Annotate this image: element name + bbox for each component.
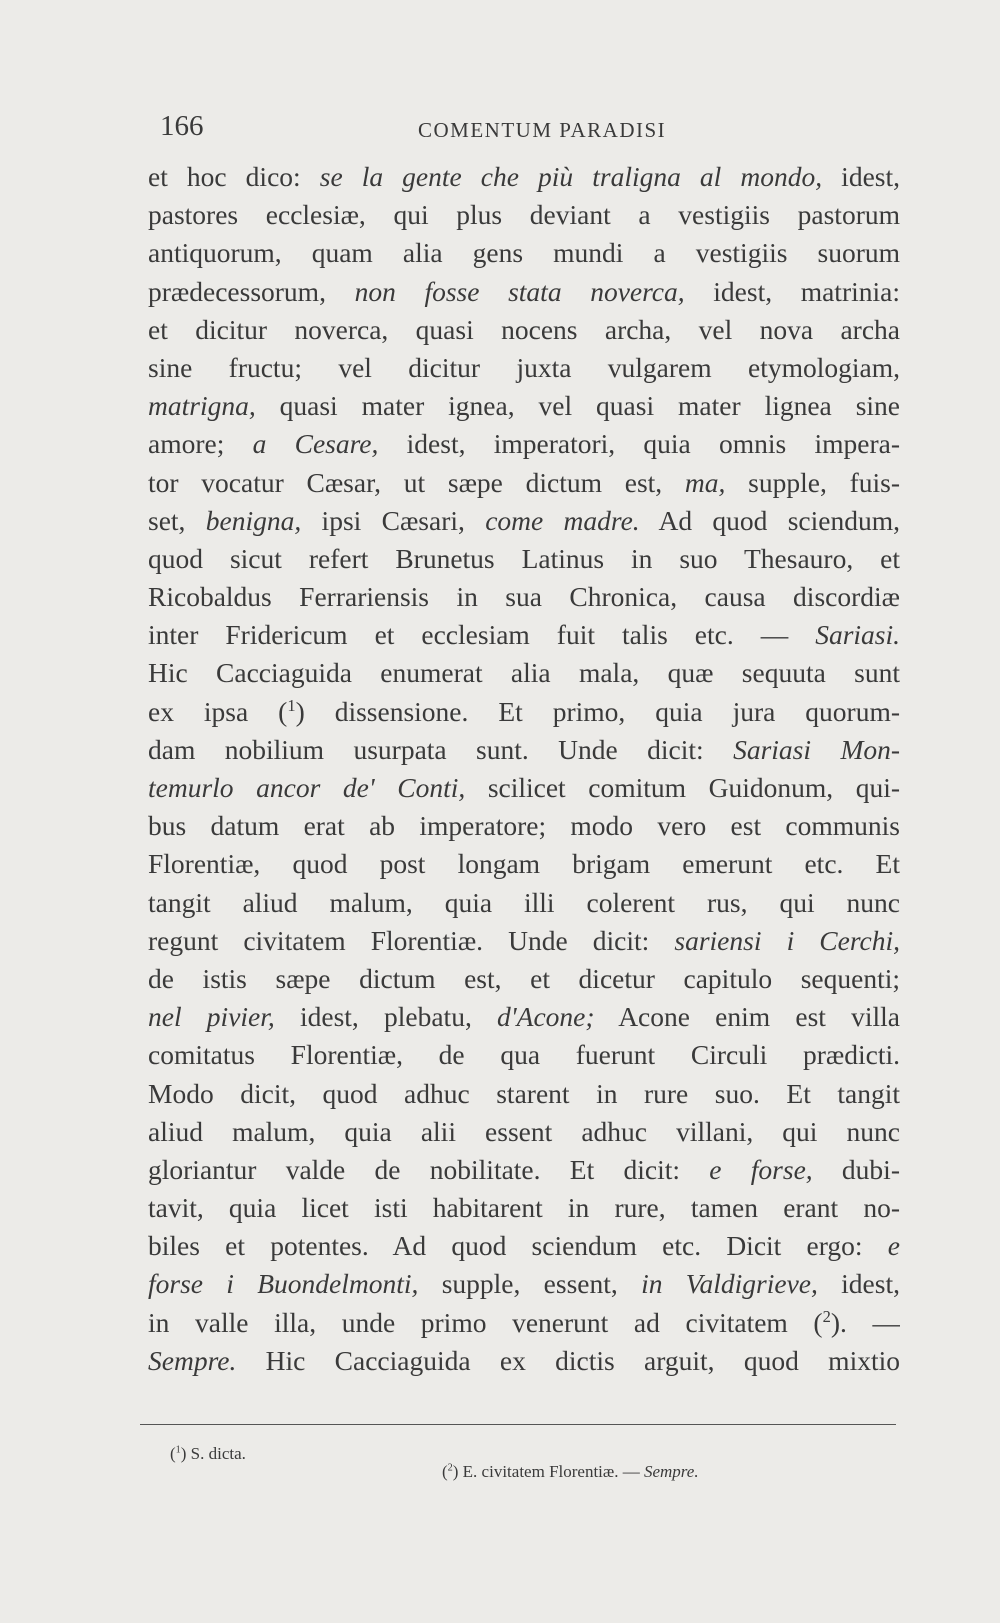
- text-segment: tor vocatur Cæsar, ut sæpe dictum est,: [148, 466, 685, 498]
- text-line: [148, 616, 900, 654]
- italic-quote: a Cesare,: [252, 428, 379, 460]
- text-line: [148, 1342, 900, 1380]
- text-segment: antiquorum, quam alia gens mundi a vestigiis suorum: [148, 237, 900, 269]
- text-segment: ) E. civitatem Florentiæ. —: [452, 1462, 644, 1481]
- text-segment: amore;: [148, 428, 253, 460]
- text-line: [148, 540, 900, 578]
- italic-quote: d'Acone;: [497, 1001, 595, 1033]
- text-segment: idest, plebatu,: [274, 1001, 498, 1033]
- text-segment: regunt civitatem Florentiæ. Unde dicit:: [148, 924, 675, 956]
- text-segment: dubi-: [812, 1153, 900, 1185]
- italic-quote: temurlo ancor de' Conti,: [148, 772, 466, 803]
- running-title: COMENTUM PARADISI: [418, 118, 667, 142]
- italic-quote: nel pivier,: [148, 1001, 275, 1033]
- text-line: [148, 578, 900, 616]
- text-segment: biles et potentes. Ad quod sciendum etc. Dicit ergo:: [148, 1230, 888, 1262]
- text-line: [148, 1151, 900, 1189]
- text-segment: (: [170, 1444, 176, 1463]
- footnote-marker: 1: [287, 695, 296, 715]
- text-segment: sine fructu; vel dicitur juxta vulgarem etymologiam,: [148, 351, 900, 383]
- text-segment: Hic Cacciaguida ex dictis arguit, quod mixtio: [236, 1344, 900, 1376]
- text-segment: aliud malum, quia alii essent adhuc villani, qui nunc: [148, 1115, 900, 1147]
- text-line: [148, 1075, 900, 1113]
- text-segment: gloriantur valde de nobilitate. Et dicit:: [148, 1153, 710, 1185]
- italic-quote: Sempre.: [148, 1344, 237, 1376]
- text-segment: Florentiæ, quod post longam brigam emerunt etc. Et: [148, 848, 900, 880]
- footnote-marker: 2: [822, 1306, 831, 1326]
- italic-quote: in Valdigrieve,: [641, 1268, 818, 1300]
- text-line: [148, 845, 900, 883]
- text-segment: Acone enim est villa: [594, 1001, 900, 1033]
- text-segment: idest, imperatori, quia omnis impera-: [378, 428, 900, 460]
- footnote-marker: 2: [447, 1462, 453, 1474]
- text-segment: ) dissensione. Et primo, quia jura quorum-: [295, 695, 900, 727]
- text-line: [148, 349, 900, 387]
- text-segment: set,: [148, 504, 206, 536]
- text-line: [148, 769, 900, 807]
- text-segment: et hoc dico:: [148, 161, 320, 192]
- italic-quote: forse i Buondelmonti,: [148, 1268, 419, 1300]
- footnote-2: [442, 1462, 699, 1482]
- text-segment: quasi mater ignea, vel quasi mater lignea sine: [255, 390, 900, 422]
- text-line: [148, 1227, 900, 1265]
- text-segment: pastores ecclesiæ, qui plus deviant a vestigiis pastorum: [148, 199, 900, 231]
- text-segment: in valle illa, unde primo venerunt ad civitatem (: [148, 1306, 823, 1338]
- italic-quote: benigna,: [205, 504, 302, 536]
- text-line: [148, 998, 900, 1036]
- text-segment: (: [442, 1462, 448, 1481]
- text-segment: idest,: [822, 161, 900, 192]
- text-line: [148, 693, 900, 731]
- italic-quote: Sariasi.: [815, 619, 900, 651]
- italic-quote: matrigna,: [148, 390, 256, 422]
- page-header: [160, 110, 900, 150]
- footnote-marker: 1: [175, 1444, 181, 1456]
- italic-quote: ma,: [684, 466, 726, 498]
- text-segment: ). —: [830, 1306, 900, 1338]
- text-segment: tavit, quia licet isti habitarent in rure, tamen erant no-: [148, 1192, 900, 1224]
- text-segment: bus datum erat ab imperatore; modo vero est communis: [148, 810, 900, 842]
- text-segment: et dicitur noverca, quasi nocens archa, vel nova archa: [148, 313, 900, 345]
- text-segment: Ricobaldus Ferrariensis in sua Chronica, causa discordiæ: [148, 581, 900, 613]
- text-line: [148, 158, 900, 196]
- text-segment: scilicet comitum Guidonum, qui-: [465, 772, 900, 803]
- italic-quote: come madre.: [485, 504, 640, 536]
- text-line: [148, 654, 900, 692]
- text-segment: dam nobilium usurpata sunt. Unde dicit:: [148, 733, 734, 765]
- text-line: [148, 1265, 900, 1303]
- italic-quote: e forse,: [709, 1153, 813, 1185]
- text-line: [148, 960, 900, 998]
- text-line: [148, 731, 900, 769]
- text-segment: inter Fridericum et ecclesiam fuit talis etc. —: [148, 619, 816, 651]
- text-line: [148, 502, 900, 540]
- text-line: [148, 1036, 900, 1074]
- text-segment: de istis sæpe dictum est, et dicetur capitulo sequenti;: [148, 962, 900, 994]
- text-segment: Ad quod sciendum,: [639, 504, 900, 536]
- main-text: [148, 158, 900, 1380]
- text-segment: Modo dicit, quod adhuc starent in rure suo. Et tangit: [148, 1077, 900, 1109]
- text-segment: tangit aliud malum, quia illi colerent rus, qui nunc: [148, 886, 900, 918]
- text-segment: idest, matrinia:: [684, 275, 900, 307]
- italic-quote: sariensi i Cerchi,: [674, 924, 900, 956]
- text-segment: comitatus Florentiæ, de qua fuerunt Circuli prædicti.: [148, 1039, 900, 1071]
- footnote-divider: [140, 1424, 896, 1425]
- text-segment: idest,: [817, 1268, 900, 1300]
- text-line: [148, 922, 900, 960]
- page-number: 166: [160, 110, 204, 142]
- italic-quote: Sempre.: [643, 1462, 699, 1481]
- text-segment: prædecessorum,: [148, 275, 355, 307]
- text-line: [148, 1189, 900, 1227]
- text-line: [148, 807, 900, 845]
- text-line: [148, 273, 900, 311]
- text-segment: supple, fuis-: [725, 466, 900, 498]
- text-line: [148, 464, 900, 502]
- italic-quote: se la gente che più traligna al mondo,: [319, 161, 823, 192]
- text-segment: ipsi Cæsari,: [301, 504, 486, 536]
- footnote-1: [170, 1444, 246, 1464]
- footnotes: [170, 1440, 910, 1500]
- text-segment: supple, essent,: [418, 1268, 642, 1300]
- italic-quote: e: [887, 1230, 900, 1262]
- text-segment: Hic Cacciaguida enumerat alia mala, quæ sequuta sunt: [148, 657, 900, 689]
- text-line: [148, 311, 900, 349]
- italic-quote: non fosse stata noverca,: [354, 275, 685, 307]
- text-line: [148, 1304, 900, 1342]
- text-line: [148, 884, 900, 922]
- italic-quote: Sariasi Mon-: [733, 733, 900, 765]
- text-line: [148, 1113, 900, 1151]
- text-line: [148, 425, 900, 463]
- text-segment: ex ipsa (: [148, 695, 288, 727]
- text-line: [148, 234, 900, 272]
- text-segment: ) S. dicta.: [180, 1444, 246, 1463]
- text-line: [148, 196, 900, 234]
- text-segment: quod sicut refert Brunetus Latinus in suo Thesauro, et: [148, 542, 900, 574]
- text-line: [148, 387, 900, 425]
